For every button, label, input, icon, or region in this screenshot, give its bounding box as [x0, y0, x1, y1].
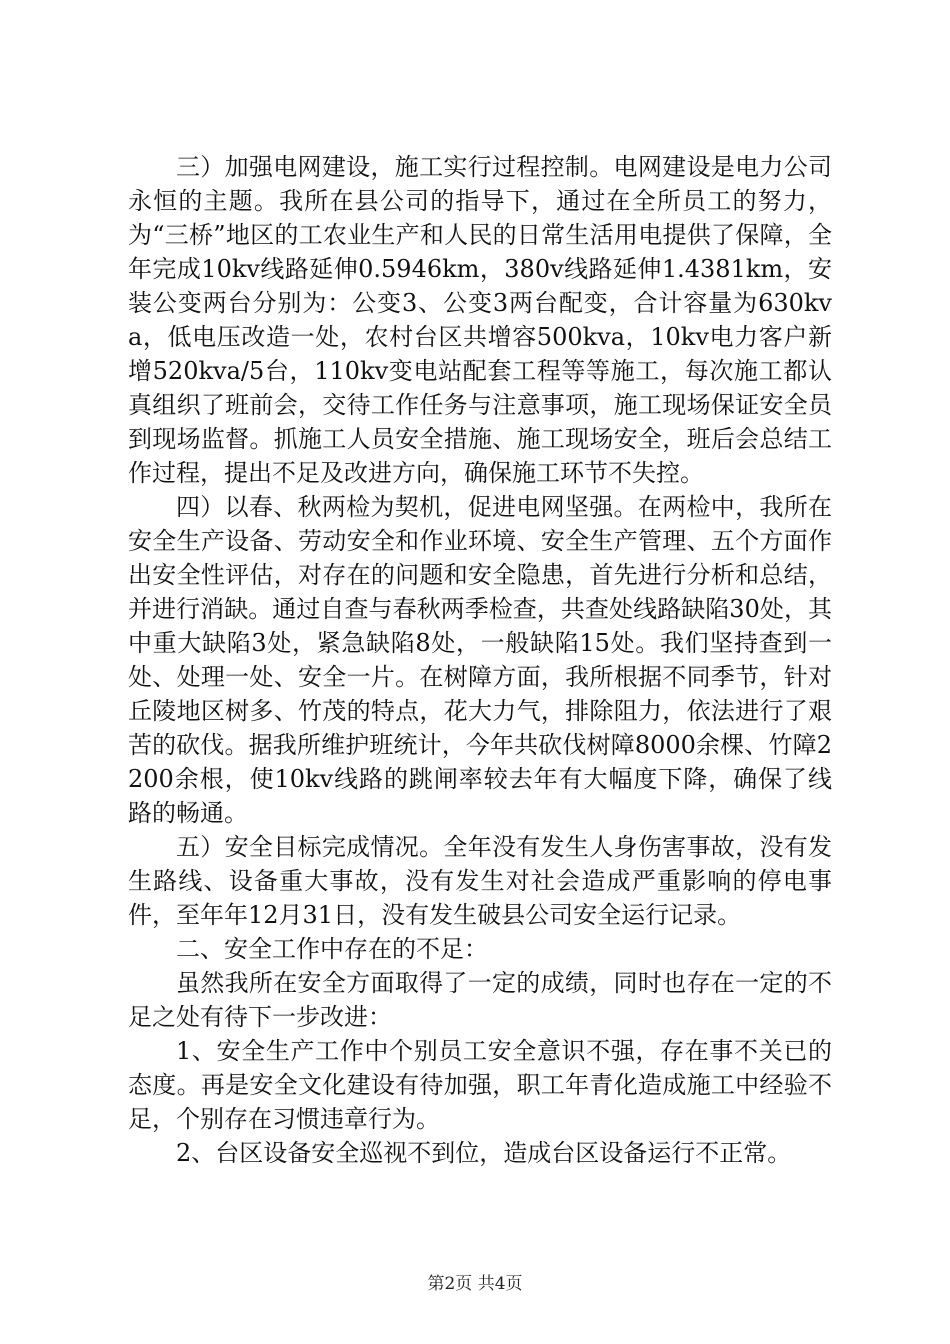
page-number-footer: 第2页 共4页 [427, 1274, 523, 1294]
paragraph-shortcoming-1: 1、安全生产工作中个别员工安全意识不强，存在事不关已的态度。再是安全文化建设有待加强，职工年青化造成施工中经验不足，个别存在习惯违章行为。 [128, 1037, 832, 1133]
paragraph-seasonal-inspection: 四）以春、秋两检为契机，促进电网坚强。在两检中，我所在安全生产设备、劳动安全和作业环境、安全生产管理、五个方面作出安全性评估，对存在的问题和安全隐患，首先进行分析和总结，并进行消缺。通过自查与春秋两季检查，共查处线路缺陷30处，其中重大缺陷3处，紧急缺陷8处，一般缺陷15处。我们坚持查到一处、处理一处、安全一片。在树障方面，我所根据不同季节，针对丘陵地区树多、竹茂的特点，花大力气，排除阻力，依法进行了艰苦的砍伐。据我所维护班统计，今年共砍伐树障8000余棵、竹障2200余根，使10kv线路的跳闸率较去年有大幅度下降，确保了线路的畅通。 [128, 493, 832, 827]
paragraph-grid-construction: 三）加强电网建设，施工实行过程控制。电网建设是电力公司永恒的主题。我所在县公司的指导下，通过在全所员工的努力，为“三桥”地区的工农业生产和人民的日常生活用电提供了保障，全年完成10kv线路延伸0.5946km，380v线路延伸1.4381km，安装公变两台分别为：公变3、公变3两台配变，合计容量为630kva，低电压改造一处，农村台区共增容500kva，10kv电力客户新增520kva/5台，110kv变电站配套工程等等施工，每次施工都认真组织了班前会，交待工作任务与注意事项，施工现场保证安全员到现场监督。抓施工人员安全措施、施工现场安全，班后会总结工作过程，提出不足及改进方向，确保施工环节不失控。 [128, 153, 832, 487]
document-body [128, 150, 832, 1170]
paragraph-shortcoming-2: 2、台区设备安全巡视不到位，造成台区设备运行不正常。 [176, 1139, 792, 1167]
paragraph-safety-goals: 五）安全目标完成情况。全年没有发生人身伤害事故，没有发生路线、设备重大事故，没有发生对社会造成严重影响的停电事件，至年年12月31日，没有发生破县公司安全运行记录。 [128, 833, 832, 929]
section-heading-shortcomings: 二、安全工作中存在的不足： [176, 935, 488, 963]
paragraph-shortcomings-intro: 虽然我所在安全方面取得了一定的成绩，同时也存在一定的不足之处有待下一步改进： [128, 969, 832, 1031]
